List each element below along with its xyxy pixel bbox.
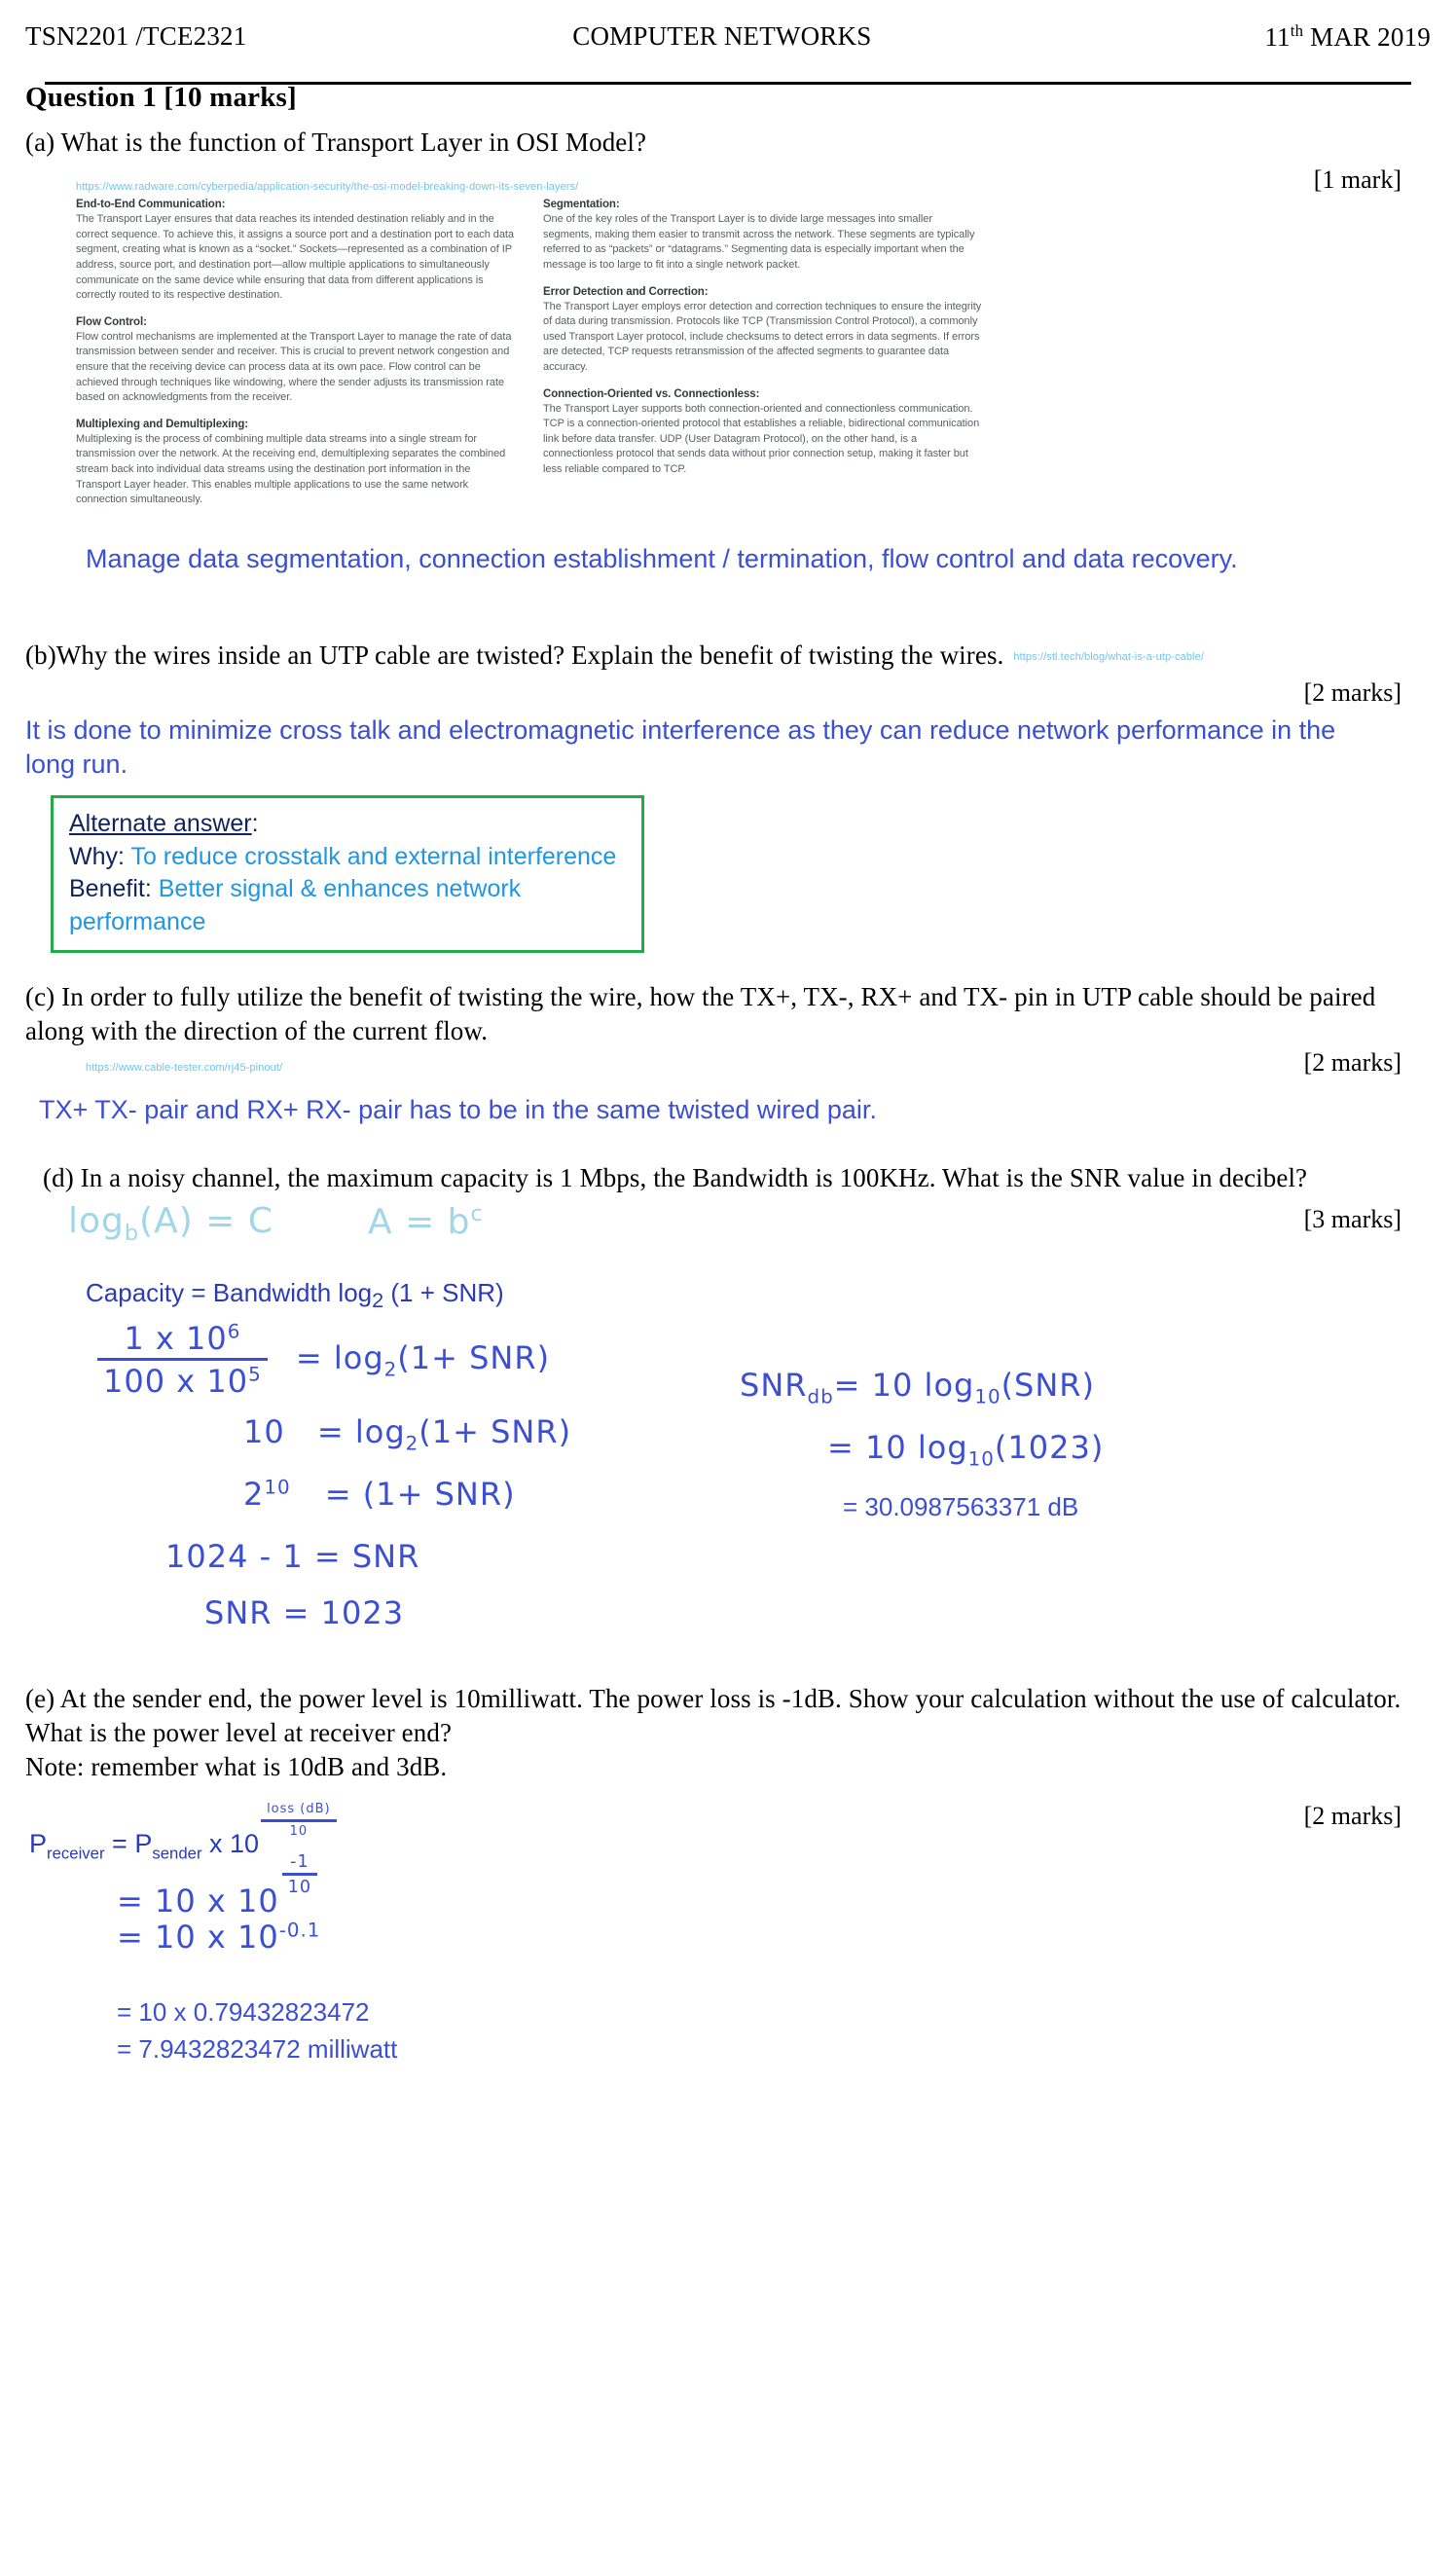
power-formula-equals: =: [104, 1829, 135, 1859]
alt-answer-why-row: [69, 841, 628, 874]
log-word: log: [68, 1200, 125, 1241]
clip-body-segmentation: One of the key roles of the Transport Layer is to divide large messages into smaller segments, making them easier to transmit across the network. These segments are typically referred to as “packets” or “datagrams.” Segmenting data is especially important when the message is too large to fit into a single network packet.: [543, 213, 975, 271]
power-work-line-3: = 10 x 0.79432823472: [117, 1997, 370, 2028]
part-b-marks: [2 marks]: [1303, 678, 1401, 708]
line3-lhs-exponent: 10: [264, 1476, 291, 1499]
shannon-formula: [86, 1277, 1456, 1314]
line2-tail: (1+ SNR): [419, 1412, 572, 1450]
alt-answer-benefit-label: Benefit:: [69, 875, 152, 903]
alt-answer-benefit-value: Better signal & enhances network performance: [69, 875, 522, 935]
power-formula-preceiver-sub: receiver: [47, 1844, 105, 1863]
snr-db-lhs: SNR: [740, 1366, 808, 1404]
radware-clipping: [76, 199, 991, 521]
clip-body-end-to-end: The Transport Layer ensures that data reaches its intended destination reliably and in the correct sequence. To achieve this, it assigns a source port and a destination port to each data segment, creating what is known as a “socket.” Sockets—represented as a combination of IP address, source port, and destination port—allow multiple applications to simultaneously communicate on the same device while ensuring that data from different applications is correctly routed to its respective destination.: [76, 213, 514, 302]
numerator-text: 1 x 10: [124, 1319, 228, 1357]
part-e-question: (e) At the sender end, the power level is 10milliwatt. The power loss is -1dB. Show your calculation without the use of calculator. What is the power level at receiver end?: [25, 1683, 1401, 1748]
line3-lhs: 2: [243, 1475, 265, 1513]
power-line2-text: = 10 x 10: [117, 1919, 279, 1957]
part-c-marks: [2 marks]: [1303, 1048, 1401, 1078]
clip-body-flow-control: Flow control mechanisms are implemented at the Transport Layer to manage the rate of data transmission between sender and receiver. This is crucial to prevent network congestion and ensure that the receiving device can process data at its own pace. Flow control can be achieved through techniques like windowing, where the sender adjusts its transmission rate based on acknowledgments from the receiver.: [76, 330, 512, 404]
power-line1-exp-num: -1: [282, 1852, 317, 1876]
power-exp-numerator: loss (dB): [261, 1802, 337, 1822]
power-line1-exp-den: 10: [287, 1878, 312, 1898]
clip-body-multiplexing: Multiplexing is the process of combining multiple data streams into a single stream for transmission over the network. At the receiving end, demultiplexing separates the combined stream back into individual data streams using the destination port information in the Transport Layer header. This enables multiple applications to use the same network connection simultaneously.: [76, 432, 506, 506]
alt-answer-title-colon: :: [251, 810, 259, 838]
capacity-line-2: [243, 1413, 571, 1454]
power-formula-psender: P: [134, 1829, 153, 1859]
part-c-question: (c) In order to fully utilize the benefit of twisting the wire, how the TX+, TX-, RX+ and TX- pin in UTP cable should be paired along with the direction of the current flow.: [25, 982, 1376, 1046]
alt-answer-benefit-row: [69, 873, 628, 938]
header-title: COMPUTER NETWORKS: [572, 21, 872, 51]
part-d-log-identity: [68, 1201, 273, 1246]
line2-base: 2: [405, 1432, 419, 1455]
power-work-line-1: [117, 1852, 317, 1920]
power-line1-text: = 10 x 10: [117, 1883, 279, 1920]
line2-head: = log: [316, 1412, 406, 1450]
header-date-rest: MAR 2019: [1303, 22, 1431, 52]
log-argument: (A) = C: [139, 1200, 273, 1241]
part-b-question-text: (b)Why the wires inside an UTP cable are twisted? Explain the benefit of twisting the wires.: [25, 640, 1004, 670]
part-e-marks: [2 marks]: [1303, 1802, 1401, 1831]
line2-lhs: 10: [243, 1412, 285, 1450]
snr-db-line-1: [740, 1367, 1095, 1408]
part-b-answer: It is done to minimize cross talk and electromagnetic interference as they can reduce network performance in the long run.: [25, 715, 1336, 780]
power-formula-preceiver: P: [29, 1829, 48, 1859]
power-formula-exponent: [261, 1802, 337, 1841]
part-e-note: Note: remember what is 10dB and 3dB.: [25, 1752, 448, 1782]
clip-heading-segmentation: Segmentation:: [543, 199, 620, 211]
power-formula-times: x 10: [201, 1829, 260, 1859]
part-d-question: (d) In a noisy channel, the maximum capacity is 1 Mbps, the Bandwidth is 100KHz. What is the SNR value in decibel?: [43, 1162, 1308, 1192]
question-title: Question 1 [10 marks]: [25, 82, 297, 113]
snr-db-arg: (SNR): [1001, 1366, 1096, 1404]
header-date: [1264, 21, 1431, 53]
power-line1-exponent: [282, 1852, 317, 1897]
capacity-eq1: [295, 1338, 551, 1381]
shannon-formula-head: Capacity = Bandwidth log: [86, 1277, 373, 1307]
part-a-marks: [1 mark]: [1313, 165, 1401, 195]
capacity-fraction-line: [97, 1320, 550, 1400]
power-work-line-2: [117, 1919, 320, 1956]
snr-db-eq: = 10 log: [833, 1366, 975, 1404]
snr-db-log-base: 10: [974, 1385, 1001, 1408]
power-formula-psender-sub: sender: [152, 1844, 202, 1863]
snr-db-line-2: [827, 1429, 1104, 1470]
part-b-source-url[interactable]: https://stl.tech/blog/what-is-a-utp-cable/: [1013, 650, 1204, 663]
part-a-source-url[interactable]: https://www.radware.com/cyberpedia/application-security/the-osi-model-breaking-down-its-seven-layers/: [76, 181, 579, 194]
snr-db2-eq: = 10 log: [827, 1428, 968, 1466]
denominator-exponent: 5: [248, 1363, 262, 1386]
part-a-answer: Manage data segmentation, connection establishment / termination, flow control and data recovery.: [86, 543, 1238, 573]
capacity-fraction: [97, 1320, 268, 1400]
exam-page: [0, 21, 1456, 2560]
clip-heading-connection-oriented: Connection-Oriented vs. Connectionless:: [543, 387, 760, 400]
denominator-text: 100 x 10: [103, 1362, 249, 1400]
clip-body-error-detection: The Transport Layer employs error detection and correction techniques to ensure the integrity of data during transmission. Protocols like TCP (Transmission Control Protocol), a commonly used Transport Layer protocol, include checksums to detect errors in data segments. If errors are detected, TCP requests retransmission of the affected segments to guarantee data accuracy.: [543, 300, 982, 373]
header-date-ordinal: th: [1290, 21, 1304, 40]
clip-body-connection-oriented: The Transport Layer supports both connection-oriented and connectionless communication. TCP is a connection-oriented protocol that establishes a reliable, bidirectional communication link before data transfer. UDP (User Datagram Protocol), on the other hand, is a connectionless protocol that sends data without prior connection setup, making it faster but less reliable compared to TCP.: [543, 402, 980, 476]
alt-answer-title-text: Alternate answer: [69, 810, 252, 838]
header-divider: [45, 82, 1411, 85]
capacity-line-4: 1024 - 1 = SNR: [165, 1537, 420, 1575]
fraction-numerator: [97, 1320, 268, 1361]
capacity-line-3: [243, 1476, 516, 1513]
snr-db-result: = 30.0987563371 dB: [843, 1491, 1079, 1521]
part-b-question: [25, 639, 1427, 673]
header-course-code: TSN2201 /TCE2321: [25, 21, 247, 51]
power-line2-exponent: -0.1: [278, 1919, 321, 1942]
numerator-exponent: 6: [227, 1320, 241, 1343]
page-header: [25, 21, 1431, 66]
snr-db2-arg: (1023): [994, 1428, 1105, 1466]
clip-heading-flow-control: Flow Control:: [76, 315, 147, 328]
snr-db-subscript: db: [807, 1385, 834, 1408]
part-d-marks: [3 marks]: [1303, 1204, 1401, 1233]
capacity-line-5: SNR = 1023: [204, 1593, 405, 1631]
part-d-exp-identity: [368, 1201, 484, 1242]
snr-db2-log-base: 10: [967, 1447, 995, 1471]
alt-answer-title: [69, 808, 628, 841]
eq1-base: 2: [383, 1358, 398, 1381]
exp-power: c: [470, 1200, 484, 1226]
line3-rhs: = (1+ SNR): [324, 1475, 516, 1513]
alt-answer-why-label: Why:: [69, 842, 125, 870]
eq1-head: = log: [295, 1338, 384, 1376]
alt-answer-why-value: To reduce crosstalk and external interference: [130, 842, 617, 870]
log-base: b: [124, 1220, 140, 1246]
eq1-tail: (1+ SNR): [397, 1338, 551, 1376]
clip-heading-error-detection: Error Detection and Correction:: [543, 285, 709, 298]
alternate-answer-box: [51, 795, 644, 953]
clipping-right-column: [543, 199, 983, 521]
power-exp-denominator: 10: [289, 1824, 309, 1840]
fraction-denominator: [97, 1361, 268, 1400]
part-c-answer: TX+ TX- pair and RX+ RX- pair has to be in the same twisted wired pair.: [39, 1095, 877, 1125]
exp-base: A = b: [368, 1201, 471, 1242]
header-date-day: 11: [1264, 22, 1291, 52]
clipping-left-column: [76, 199, 516, 521]
power-work-line-4: = 7.9432823472 milliwatt: [117, 2034, 398, 2065]
part-c-source-url[interactable]: https://www.cable-tester.com/rj45-pinout/: [86, 1062, 283, 1075]
clip-heading-multiplexing: Multiplexing and Demultiplexing:: [76, 418, 248, 430]
shannon-formula-tail: (1 + SNR): [383, 1277, 504, 1307]
clip-heading-end-to-end: End-to-End Communication:: [76, 199, 226, 211]
shannon-formula-base: 2: [372, 1287, 384, 1312]
part-a-question: (a) What is the function of Transport Layer in OSI Model?: [25, 128, 647, 157]
